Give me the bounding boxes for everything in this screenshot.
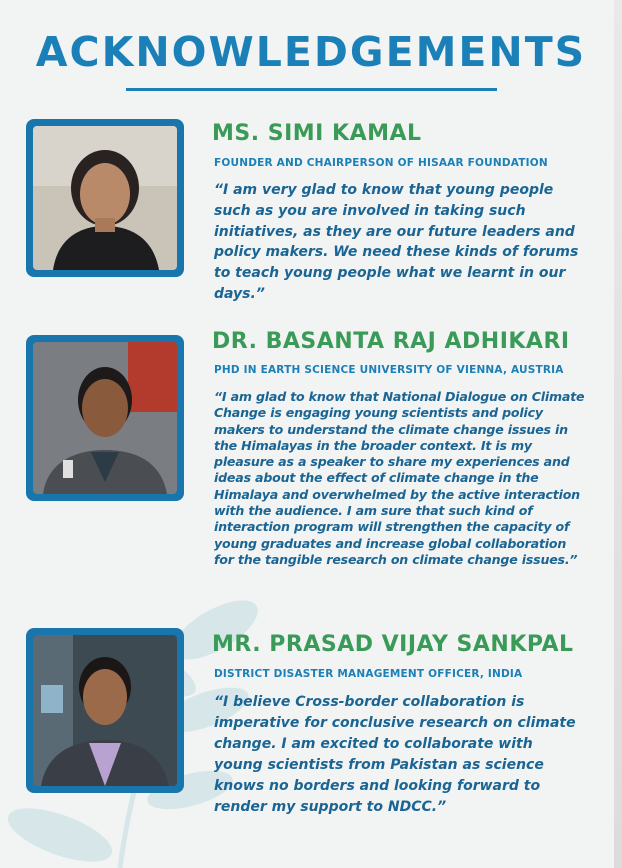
person-name: DR. BASANTA RAJ ADHIKARI [212,329,570,354]
person-role: PHD IN EARTH SCIENCE UNIVERSITY OF VIENNA, AUSTRIA [214,364,564,376]
portrait-photo [33,635,177,786]
person-role: FOUNDER AND CHAIRPERSON OF HISAAR FOUNDATION [214,157,548,169]
person-photo-icon [33,342,177,494]
person-quote: “I am very glad to know that young people such as you are involved in taking such initiatives, as they are our future leaders and policy makers. We need these kinds of forums to teach young people what we learnt in our days.” [214,182,579,302]
portrait-basanta-raj-adhikari [26,335,184,501]
person-role: DISTRICT DISASTER MANAGEMENT OFFICER, INDIA [214,668,523,680]
person-quote: “I am glad to know that National Dialogue on Climate Change is engaging young scientists and policy makers to understand the climate change issues in the Himalayas in the broader context. It is my pleasure as a speaker to share my experiences and ideas about the effect of climate change in the Himalaya and overwhelmed by the active interaction with the audience. I am sure that such kind of interaction program will strengthen the capacity of young graduates and increase global collaboration for the tangible research on climate change issues.” [214,389,585,567]
portrait-photo [33,126,177,270]
portrait-simi-kamal [26,119,184,277]
portrait-prasad-vijay-sankpal [26,628,184,793]
title-underline [126,88,497,91]
portrait-photo [33,342,177,494]
person-quote: “I believe Cross-border collaboration is imperative for conclusive research on climate change. I am excited to collaborate with young scientists from Pakistan as science knows no borders and looking forward to render my support to NDCC.” [214,694,576,815]
page-title: ACKNOWLEDGEMENTS [35,28,587,76]
person-name: MR. PRASAD VIJAY SANKPAL [212,632,574,657]
person-photo-icon [33,126,177,270]
person-name: MS. SIMI KAMAL [212,121,422,146]
person-photo-icon [33,635,177,786]
page-edge [614,0,622,868]
